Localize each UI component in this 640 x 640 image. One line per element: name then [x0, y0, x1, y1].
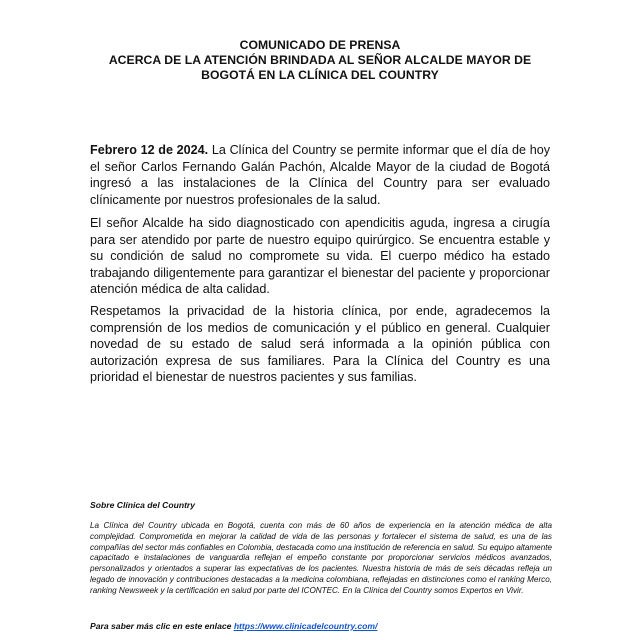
- more-info-prompt: Para saber más clic en este enlace: [90, 621, 234, 631]
- press-release-header: [0, 38, 640, 83]
- about-text: La Clínica del Country ubicada en Bogotá, cuenta con más de 60 años de experiencia en la atención médica de alta complejidad. Comprometida en mejorar la calidad de vida de las personas y fortalecer el sistema de salud, es una de las compañías del sector más confiables en Colombia, destacada como una institución de referencia en salud. Su equipo altamente capacitado e instalaciones de vanguardia reflejan el empeño constante por proporcionar servicios médicos avanzados, personalizados y orientados a superar las expectativas de los pacientes. Nuestra historia de más de seis décadas refleja un legado de innovación y contribuciones destacadas a la medicina colombiana, reflejadas en distinciones como el ranking Merco, ranking Newsweek y la certificación en salud por parte del ICONTEC. En la Clínica del Country somos Expertos en Vivir.: [90, 521, 552, 595]
- paragraph-intro-text: La Clínica del Country se permite informar que el día de hoy el señor Carlos Fernando Galán Pachón, Alcalde Mayor de la ciudad de Bogotá ingresó a las instalaciones de la Clínica del Country para ser evaluado clínicamente por nuestros profesionales de la salud.: [90, 143, 550, 207]
- about-title: Sobre Clínica del Country: [90, 500, 196, 510]
- header-line-1: COMUNICADO DE PRENSA: [239, 38, 401, 52]
- release-date: Febrero 12 de 2024.: [90, 143, 209, 157]
- paragraph-privacy: Respetamos la privacidad de la historia clínica, por ende, agradecemos la comprensión de los medios de comunicación y el público en general. Cualquier novedad de su estado de salud será informada a la opinión pública con autorización expresa de sus familiares. Para la Clínica del Country es una prioridad el bienestar de nuestros pacientes y sus familias.: [90, 304, 550, 384]
- more-info-line: [90, 621, 377, 631]
- website-link[interactable]: https://www.clinicadelcountry.com/: [233, 621, 378, 631]
- header-line-2: ACERCA DE LA ATENCIÓN BRINDADA AL SEÑOR ALCALDE MAYOR DE: [108, 53, 532, 67]
- paragraph-diagnosis: El señor Alcalde ha sido diagnosticado con apendicitis aguda, ingresa a cirugía para ser atendido por parte de nuestro equipo quirúrgico. Se encuentra estable y su condición de salud no compromete su vida. El cuerpo médico ha estado trabajando diligentemente para garantizar el bienestar del paciente y proporcionar atención médica de alta calidad.: [90, 216, 550, 296]
- paragraph-intro: [90, 142, 550, 208]
- header-line-3: BOGOTÁ EN LA CLÍNICA DEL COUNTRY: [201, 68, 439, 82]
